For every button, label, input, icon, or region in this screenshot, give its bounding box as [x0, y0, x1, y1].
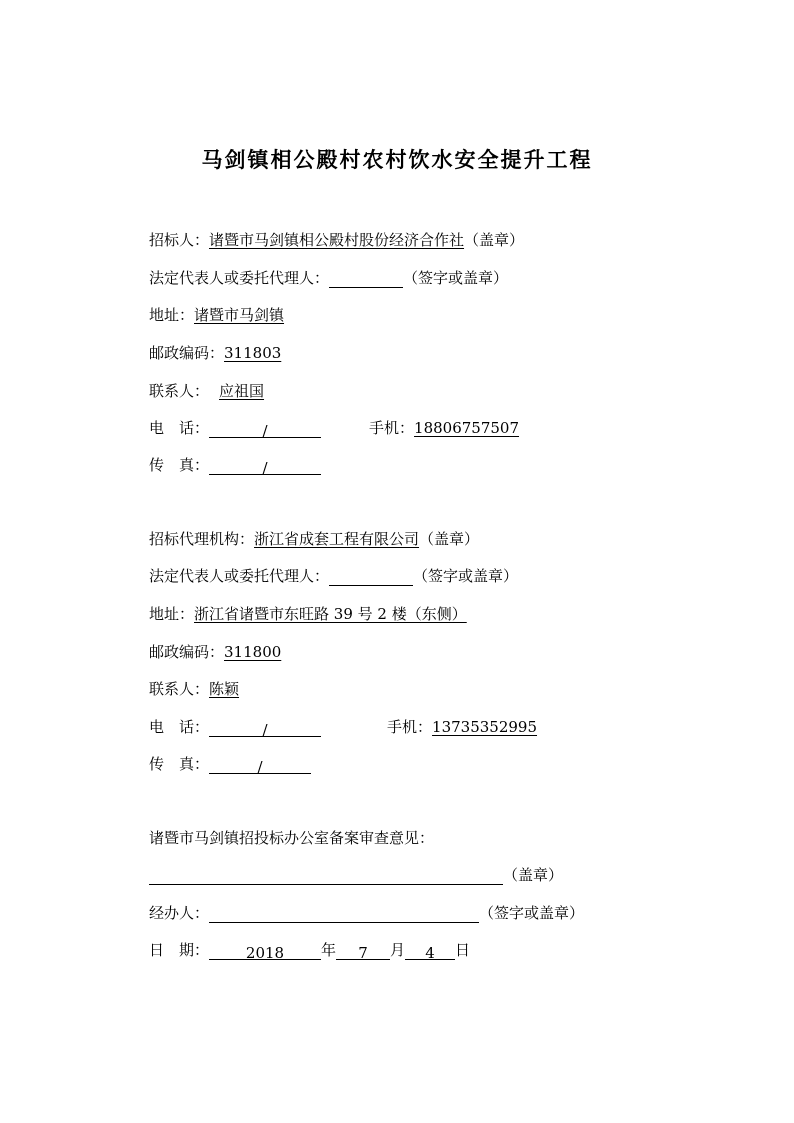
- tenderer-rep-line: [149, 268, 508, 288]
- review-handler-label: 经办人：: [149, 904, 210, 922]
- review-day: 4: [425, 944, 435, 962]
- tenderer-phone-line: [149, 418, 519, 438]
- agency-mobile: 13735352995: [432, 718, 538, 736]
- tenderer-mobile: 18806757507: [414, 419, 520, 437]
- agency-fax: /: [257, 758, 263, 776]
- agency-fax-blank: [209, 757, 311, 774]
- review-year-blank: [209, 943, 321, 960]
- agency-contact-line: [149, 679, 239, 699]
- tenderer-contact-line: [149, 381, 264, 401]
- tenderer-address-label: 地址：: [149, 306, 195, 324]
- tenderer-postcode-line: [149, 343, 281, 363]
- agency-contact: 陈颖: [209, 680, 240, 698]
- tenderer-address: 诸暨市马剑镇: [194, 306, 285, 324]
- agency-phone-line: [149, 717, 537, 737]
- tenderer-contact: 应祖国: [219, 382, 265, 400]
- review-year: 2018: [245, 944, 285, 962]
- tenderer-rep-label: 法定代表人或委托代理人：: [149, 269, 330, 287]
- tenderer-mobile-label: 手机：: [369, 419, 415, 437]
- review-handler-line: [149, 903, 584, 923]
- agency-address-label: 地址：: [149, 605, 195, 623]
- review-seal: （盖章）: [503, 866, 564, 884]
- agency-phone-label: 电 话：: [149, 718, 210, 736]
- agency-seal: （盖章）: [419, 530, 480, 548]
- review-day-unit: 日: [455, 941, 471, 959]
- review-month-blank: [336, 943, 390, 960]
- agency-postcode-label: 邮政编码：: [149, 643, 225, 661]
- agency-rep-line: [149, 566, 518, 586]
- tenderer-rep-blank: [329, 271, 403, 288]
- agency-contact-label: 联系人：: [149, 680, 210, 698]
- agency-line: [149, 529, 479, 549]
- tenderer-rep-suffix: （签字或盖章）: [403, 269, 509, 287]
- review-date-label: 日 期：: [149, 941, 210, 959]
- review-month-unit: 月: [390, 941, 406, 959]
- tenderer-address-line: [149, 305, 284, 325]
- agency-fax-line: [149, 754, 311, 774]
- agency-address-line: [149, 604, 467, 624]
- document-title: 马剑镇相公殿村农村饮水安全提升工程: [201, 147, 593, 172]
- agency-label: 招标代理机构：: [149, 530, 255, 548]
- agency-rep-label: 法定代表人或委托代理人：: [149, 567, 330, 585]
- tenderer-line: [149, 230, 524, 250]
- agency-fax-label: 传 真：: [149, 755, 210, 773]
- tenderer-fax-label: 传 真：: [149, 456, 210, 474]
- review-seal-line: [149, 865, 563, 885]
- review-handler-suffix: （签字或盖章）: [479, 904, 585, 922]
- tenderer-fax: /: [262, 459, 268, 477]
- review-year-unit: 年: [321, 941, 337, 959]
- tenderer-fax-blank: [209, 458, 321, 475]
- tenderer-contact-label: 联系人：: [149, 382, 210, 400]
- agency-value: 浙江省成套工程有限公司: [254, 530, 420, 548]
- tenderer-phone-blank: [209, 421, 321, 438]
- agency-phone-blank: [209, 720, 321, 737]
- tenderer-seal: （盖章）: [464, 231, 525, 249]
- tenderer-fax-line: [149, 455, 321, 475]
- agency-rep-blank: [329, 569, 413, 586]
- tenderer-label: 招标人：: [149, 231, 210, 249]
- tenderer-value: 诸暨市马剑镇相公殿村股份经济合作社: [209, 231, 465, 249]
- agency-postcode-line: [149, 642, 281, 662]
- tenderer-postcode: 311803: [224, 344, 282, 362]
- tenderer-postcode-label: 邮政编码：: [149, 344, 225, 362]
- review-opinion-blank: [149, 868, 503, 885]
- tenderer-phone: /: [262, 422, 268, 440]
- review-heading: 诸暨市马剑镇招投标办公室备案审查意见：: [149, 829, 435, 847]
- review-handler-blank: [209, 906, 479, 923]
- agency-rep-suffix: （签字或盖章）: [413, 567, 519, 585]
- review-month: 7: [358, 944, 368, 962]
- review-day-blank: [405, 943, 455, 960]
- tenderer-phone-label: 电 话：: [149, 419, 210, 437]
- agency-mobile-label: 手机：: [387, 718, 433, 736]
- agency-address: 浙江省诸暨市东旺路 39 号 2 楼（东侧）: [194, 605, 467, 623]
- review-date-line: [149, 940, 470, 960]
- agency-postcode: 311800: [224, 643, 282, 661]
- agency-phone: /: [262, 721, 268, 739]
